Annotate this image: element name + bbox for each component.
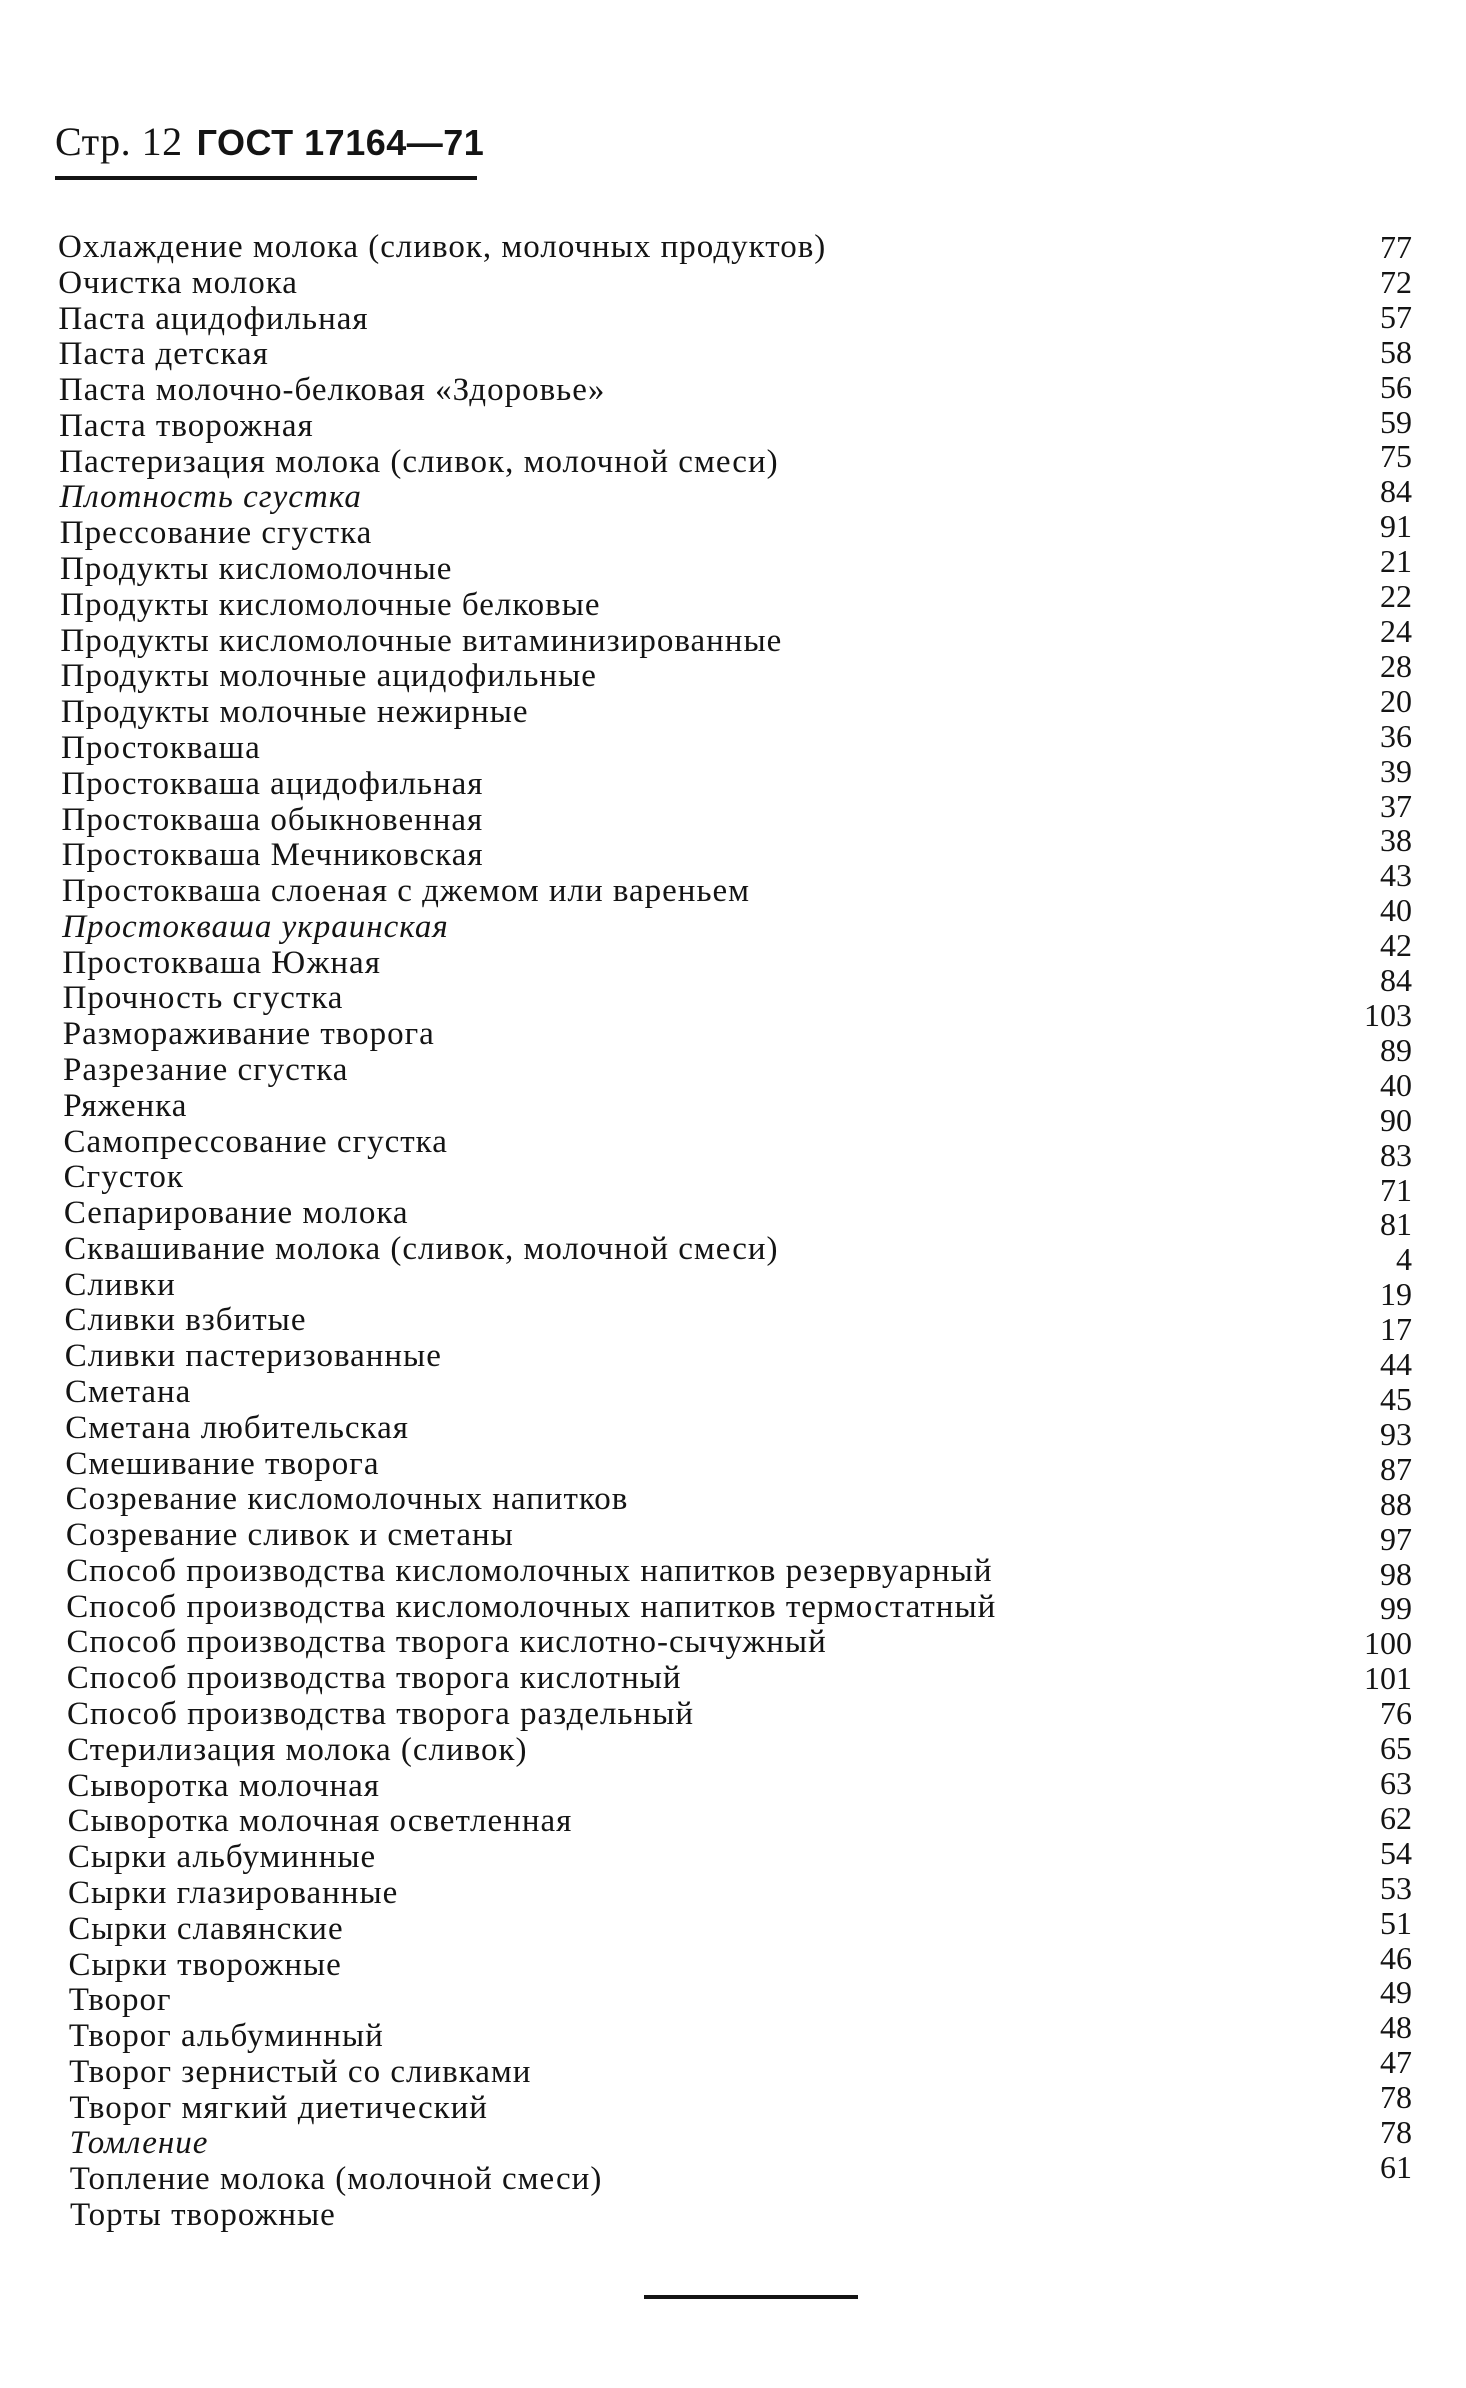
index-entry-page: 45 (1380, 1381, 1412, 1417)
index-entry-term: Очистка молока (58, 264, 298, 301)
index-entry-term: Продукты кисломолочные (59, 551, 453, 588)
index-entry-page: 49 (1380, 1974, 1412, 2011)
index-entry-page: 99 (1380, 1590, 1412, 1627)
index-entry-term: Паста детская (58, 336, 269, 373)
index-entry-term: Способ производства кисломолочных напитков резервуарный (66, 1552, 993, 1589)
index-entry-page: 24 (1380, 613, 1412, 649)
index-entry-page: 40 (1380, 892, 1412, 929)
index-entry-term: Способ производства творога кислотно-сычужный (66, 1624, 827, 1661)
index-entry-page: 101 (1364, 1660, 1412, 1697)
index-entry-page: 84 (1380, 473, 1412, 510)
index-entry-term: Простокваша слоеная с джемом или вареньем (61, 873, 751, 910)
index-entry-page: 84 (1380, 962, 1412, 999)
index-entry-page: 4 (1396, 1241, 1412, 1278)
index-entry-page: 71 (1380, 1171, 1412, 1208)
index-entry-page: 89 (1380, 1031, 1412, 1068)
index-entry-term: Простокваша (61, 729, 261, 766)
index-entry-term: Сыворотка молочная (67, 1767, 380, 1804)
index-entry-term: Продукты кисломолочные витаминизированные (60, 622, 783, 659)
index-entry-page: 40 (1380, 1066, 1412, 1103)
index-entry-term: Разрезание сгустка (63, 1051, 349, 1088)
index-entry-page: 42 (1380, 927, 1412, 964)
index-entry-page: 58 (1380, 333, 1412, 370)
index-entry-term: Торты творожные (70, 2197, 336, 2233)
index-entry-page: 63 (1380, 1765, 1412, 1801)
index-entry-page: 83 (1380, 1136, 1412, 1173)
index-entry-page: 81 (1380, 1206, 1412, 1243)
index-entry-page: 65 (1380, 1730, 1412, 1767)
index-entry-term: Способ производства кисломолочных напитков термостатный (66, 1588, 997, 1625)
index-entry-page: 56 (1380, 368, 1412, 405)
index-entry-page: 98 (1380, 1555, 1412, 1592)
index-entry-term: Творог (68, 1982, 172, 2019)
index-entry-page: 77 (1380, 229, 1412, 265)
index-entry-term: Сметана (64, 1374, 192, 1411)
index-entry-term: Сепарирование молока (63, 1195, 409, 1232)
index-entry-page: 59 (1380, 403, 1412, 440)
index-entry-term: Простокваша Южная (62, 944, 381, 981)
index-entry-term: Стерилизация молока (сливок) (67, 1731, 528, 1768)
index-entry-page: 37 (1380, 787, 1412, 824)
index-entry-term: Томление (69, 2125, 209, 2162)
index-entry-page: 76 (1380, 1695, 1412, 1732)
index-entry-term: Прочность сгустка (62, 980, 344, 1017)
index-entry-page: 19 (1380, 1276, 1412, 1313)
index-entry-page: 88 (1380, 1485, 1412, 1522)
index-entry-page: 91 (1380, 508, 1412, 545)
index-entry-page: 44 (1380, 1346, 1412, 1383)
index-entry-term: Смешивание творога (65, 1445, 380, 1482)
end-rule (644, 2295, 858, 2299)
index-entry-term: Продукты кисломолочные белковые (60, 586, 601, 623)
index-entry-page: 100 (1364, 1625, 1412, 1662)
index-entry-page: 17 (1380, 1311, 1412, 1348)
index-entry-term: Сквашивание молока (сливок, молочной смеси) (64, 1230, 779, 1267)
index-entry-page: 72 (1380, 263, 1412, 300)
index-entry-page: 22 (1380, 578, 1412, 615)
index-entry-term: Самопрессование сгустка (63, 1123, 448, 1160)
index-entry-page: 103 (1364, 997, 1412, 1033)
index-entry-term: Сырки глазированные (68, 1874, 399, 1911)
index-entry-term: Продукты молочные ацидофильные (60, 658, 597, 695)
index-entry-term: Созревание сливок и сметаны (65, 1517, 514, 1554)
index-entry-page: 78 (1380, 2114, 1412, 2151)
index-entry-page: 51 (1380, 1904, 1412, 1941)
index-entry-page: 28 (1380, 647, 1412, 684)
index-entry-page: 61 (1380, 2149, 1412, 2185)
index-entry-term: Прессование сгустка (59, 515, 373, 552)
index-entry-term: Продукты молочные нежирные (60, 694, 529, 731)
index-entry-term: Сырки альбуминные (67, 1839, 377, 1876)
index-entry-term: Созревание кисломолочных напитков (65, 1481, 629, 1518)
index-entry-term: Паста молочно-белковая «Здоровье» (58, 372, 606, 409)
index-entry-term: Пастеризация молока (сливок, молочной смеси) (59, 443, 779, 480)
index-entry-page: 21 (1380, 543, 1412, 580)
index-entry-page: 57 (1380, 298, 1412, 335)
index-entry-term: Плотность сгустка (59, 479, 362, 516)
index-entry-term: Паста ацидофильная (58, 300, 369, 337)
index-entry-page: 48 (1380, 2009, 1412, 2046)
index-entry-page: 93 (1380, 1415, 1412, 1452)
index-entry-term: Сгусток (63, 1159, 184, 1196)
index-entry-term: Творог мягкий диетический (69, 2089, 488, 2126)
index-entry-term: Сыворотка молочная осветленная (67, 1803, 573, 1840)
index-entry-term: Простокваша Мечниковская (61, 837, 484, 874)
index-entry-page: 38 (1380, 822, 1412, 859)
index-entry-term: Паста творожная (59, 407, 314, 444)
index-entry-page: 54 (1380, 1834, 1412, 1871)
index-entry-term: Сливки (64, 1266, 176, 1303)
index-entry-term: Творог зернистый со сливками (69, 2053, 532, 2090)
index-entry-page: 46 (1380, 1939, 1412, 1976)
index-entry-term: Сметана любительская (65, 1409, 409, 1446)
index-entry-term: Охлаждение молока (сливок, молочных продуктов) (58, 229, 827, 265)
index-entry-term: Способ производства творога раздельный (66, 1696, 695, 1733)
index-entry-page: 43 (1380, 857, 1412, 894)
index-entry-page: 75 (1380, 438, 1412, 475)
index-entry-term: Ряженка (63, 1087, 188, 1124)
index-entry-term: Сливки пастеризованные (64, 1338, 442, 1375)
index-entry-term: Сливки взбитые (64, 1302, 307, 1339)
index-entry-page: 53 (1380, 1869, 1412, 1906)
index-entry-page: 87 (1380, 1450, 1412, 1487)
index-entry-page: 20 (1380, 682, 1412, 719)
index-entry-page: 78 (1380, 2079, 1412, 2116)
index-entry-page: 47 (1380, 2044, 1412, 2081)
index-entry-term: Способ производства творога кислотный (66, 1660, 682, 1697)
index-entry-term: Простокваша украинская (62, 908, 449, 945)
index-entry-page: 97 (1380, 1520, 1412, 1557)
index-entry-page: 36 (1380, 717, 1412, 754)
index-entry-page: 39 (1380, 752, 1412, 789)
index-entry-term: Простокваша ацидофильная (61, 765, 484, 802)
index-entry-page: 62 (1380, 1799, 1412, 1836)
standard-number: ГОСТ 17164—71 (196, 122, 485, 163)
index-entry-term: Сырки творожные (68, 1946, 342, 1983)
page-number-label: Стр. 12 (55, 119, 183, 164)
index-entry-term: Топление молока (молочной смеси) (69, 2161, 603, 2198)
index-entry-term: Простокваша обыкновенная (61, 801, 484, 838)
index-entry-term: Творог альбуминный (68, 2018, 384, 2055)
index-entry-term: Сырки славянские (68, 1910, 344, 1947)
index-entry-term: Размораживание творога (62, 1016, 435, 1053)
index-entry-page: 90 (1380, 1101, 1412, 1138)
